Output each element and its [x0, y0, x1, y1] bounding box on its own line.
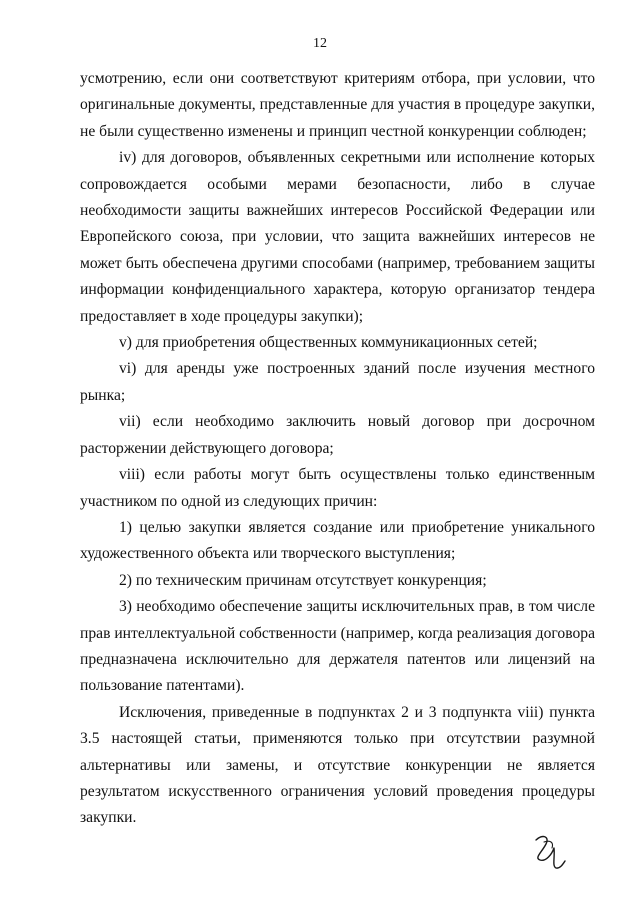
handwritten-signature	[530, 828, 570, 872]
page-number: 12	[313, 36, 327, 51]
document-body	[80, 66, 595, 832]
paragraph: v) для приобретения общественных коммуникационных сетей;	[119, 334, 538, 352]
paragraph: Исключения, приведенные в подпунктах 2 и 3 подпункта viii) пункта 3.5 настоящей статьи, применяются только при отсутствии разумной альтернативы или замены, и отсутствие конкуренции не является результатом искусственного ограничения условий проведения процедуры закупки.	[80, 703, 595, 827]
paragraph: vi) для аренды уже построенных зданий после изучения местного рынка;	[80, 360, 595, 404]
paragraph: vii) если необходимо заключить новый договор при досрочном расторжении действующего договора;	[80, 413, 595, 457]
paragraph: iv) для договоров, объявленных секретными или исполнение которых сопровождается особыми мерами безопасности, либо в случае необходимости защиты важнейших интересов Российской Федерации или Европейского союза, при условии, что защита важнейших интересов не может быть обеспечена другими способами (например, требованием защиты информации конфиденциального характера, которую организатор тендера предоставляет в ходе процедуры закупки);	[80, 149, 595, 325]
paragraph: 2) по техническим причинам отсутствует конкуренция;	[119, 571, 487, 589]
paragraph: 3) необходимо обеспечение защиты исключительных прав, в том числе прав интеллектуальной собственности (например, когда реализация договора предназначена исключительно для держателя патентов или лицензий на пользование патентами).	[80, 598, 595, 695]
paragraph: усмотрению, если они соответствуют критериям отбора, при условии, что оригинальные документы, представленные для участия в процедуре закупки, не были существенно изменены и принцип честной конкуренции соблюден;	[80, 70, 595, 140]
paragraph: viii) если работы могут быть осуществлены только единственным участником по одной из следующих причин:	[80, 466, 595, 510]
paragraph: 1) целью закупки является создание или приобретение уникального художественного объекта или творческого выступления;	[80, 518, 595, 563]
